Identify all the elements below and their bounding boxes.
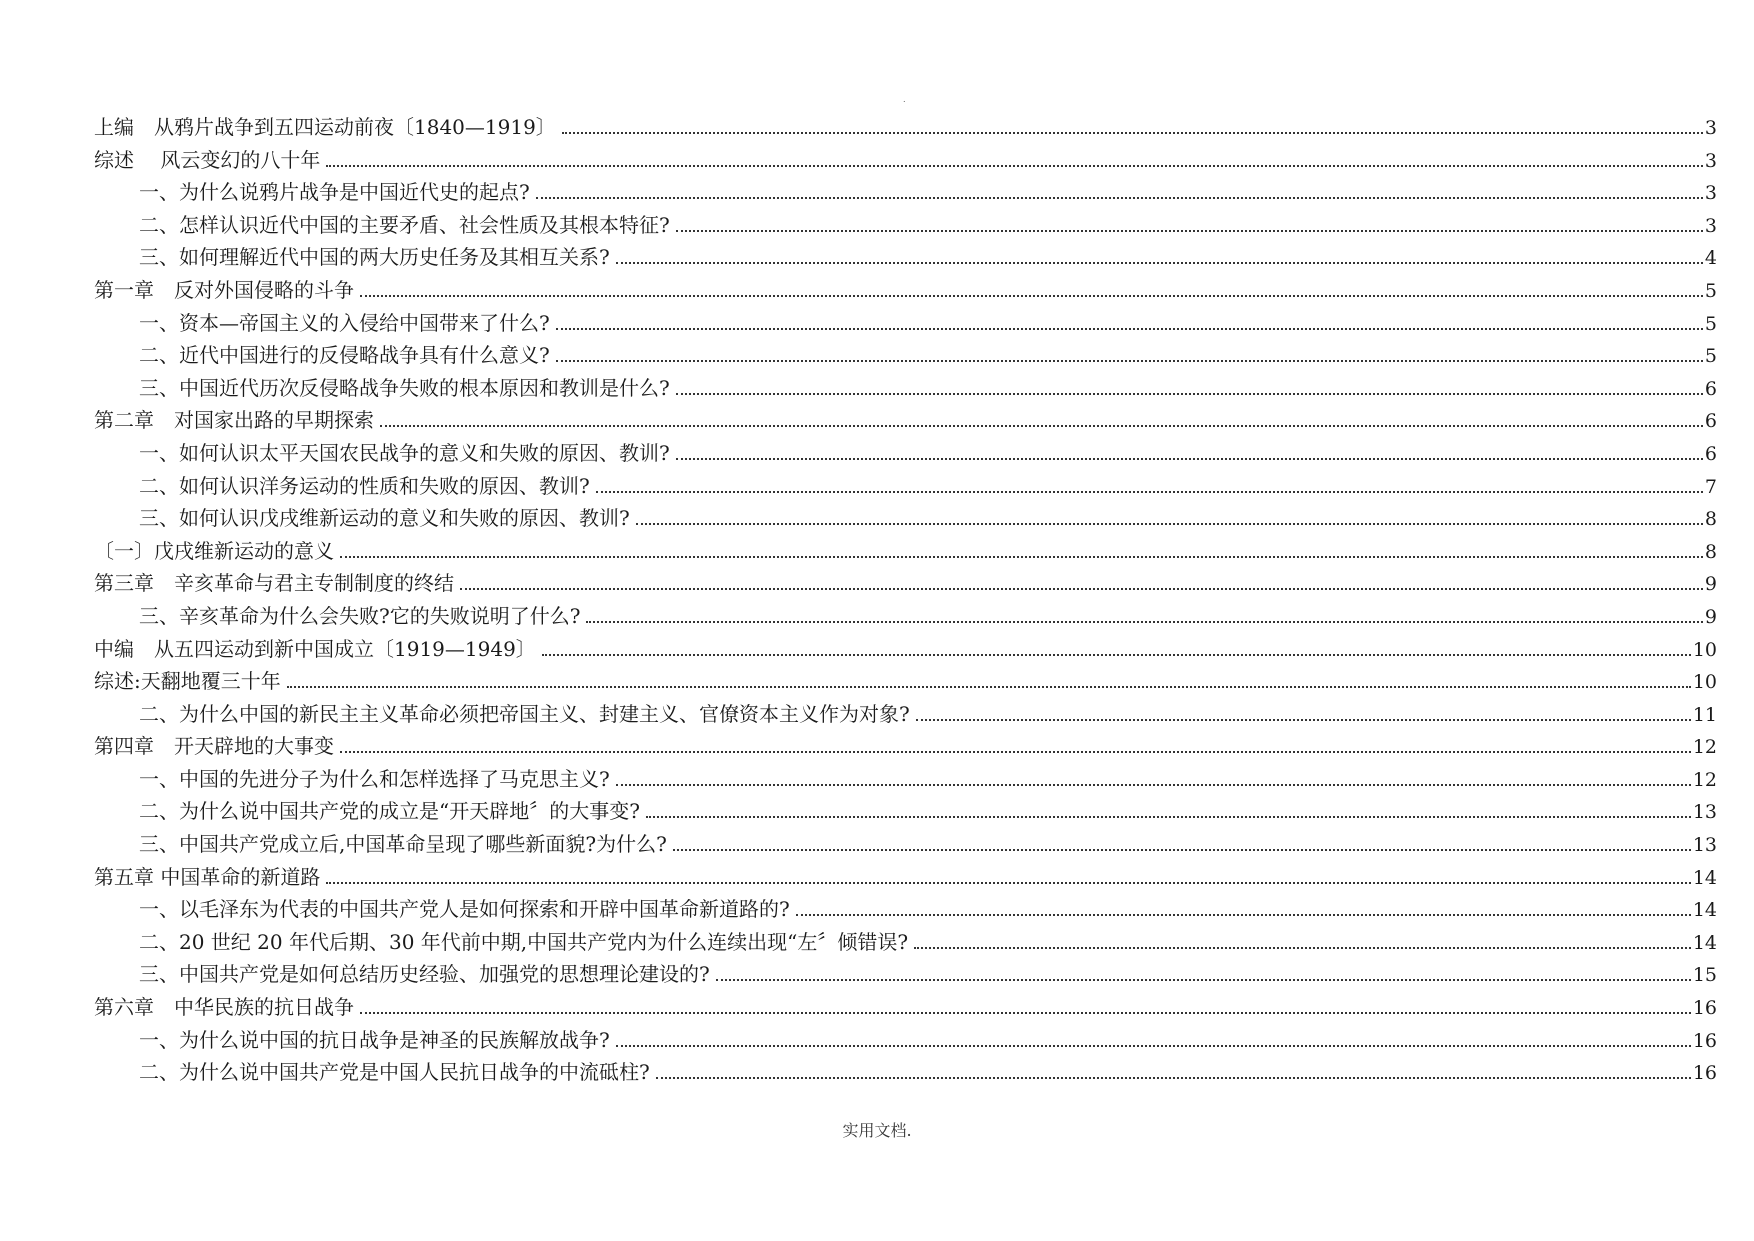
toc-entry-page-number: 14 (1692, 931, 1717, 954)
toc-dot-leader (460, 587, 1703, 590)
toc-entry-page-number: 10 (1692, 638, 1717, 661)
toc-dot-leader (287, 685, 1691, 688)
toc-dot-leader (586, 620, 1702, 623)
toc-dot-leader (542, 653, 1691, 656)
toc-entry-page-number: 6 (1704, 442, 1717, 465)
toc-entry-page-number: 13 (1692, 801, 1717, 824)
toc-entry-title: 二、如何认识洋务运动的性质和失败的原因、教训? (139, 473, 590, 498)
toc-entry-title: 一、以毛泽东为代表的中国共产党人是如何探索和开辟中国革命新道路的? (139, 897, 790, 922)
toc-entry-page-number: 7 (1704, 475, 1717, 498)
toc-entry-title: 上编 从鸦片战争到五四运动前夜〔1840—1919〕 (94, 115, 556, 139)
toc-entry[interactable] (94, 437, 1717, 470)
toc-entry-title: 三、中国近代历次反侵略战争失败的根本原因和教训是什么? (139, 375, 670, 400)
toc-entry[interactable] (94, 633, 1717, 666)
toc-entry-title: 第二章 对国家出路的早期探索 (94, 408, 374, 433)
toc-entry-page-number: 9 (1704, 573, 1717, 596)
toc-dot-leader (380, 424, 1703, 427)
toc-entry-page-number: 11 (1692, 703, 1717, 726)
toc-entry[interactable] (94, 535, 1717, 568)
toc-entry[interactable] (94, 926, 1717, 959)
toc-entry-title: 二、为什么说中国共产党的成立是“开天辟地〞的大事变? (139, 799, 640, 824)
toc-dot-leader (562, 131, 1703, 134)
toc-dot-leader (556, 359, 1703, 362)
toc-entry-page-number: 6 (1704, 377, 1717, 400)
toc-entry[interactable] (94, 763, 1717, 796)
toc-dot-leader (676, 229, 1703, 232)
table-of-contents (94, 111, 1717, 1089)
toc-entry-page-number: 9 (1704, 605, 1717, 628)
toc-entry-page-number: 14 (1692, 866, 1717, 889)
toc-dot-leader (676, 457, 1703, 460)
toc-entry[interactable] (94, 861, 1717, 894)
page-footer: 实用文档. (842, 1121, 912, 1140)
toc-entry[interactable] (94, 828, 1717, 861)
toc-entry[interactable] (94, 991, 1717, 1024)
toc-entry-title: 一、如何认识太平天国农民战争的意义和失败的原因、教训? (139, 440, 670, 465)
toc-entry-title: 第三章 辛亥革命与君主专制制度的终结 (94, 571, 454, 596)
toc-entry-page-number: 5 (1704, 345, 1717, 368)
toc-dot-leader (536, 196, 1703, 199)
toc-entry[interactable] (94, 567, 1717, 600)
toc-entry-page-number: 5 (1704, 279, 1717, 302)
toc-entry-page-number: 16 (1692, 1029, 1717, 1052)
toc-entry-title: 第六章 中华民族的抗日战争 (94, 995, 354, 1020)
toc-entry-page-number: 4 (1704, 247, 1717, 270)
toc-entry[interactable] (94, 307, 1717, 340)
toc-entry-title: 中编 从五四运动到新中国成立〔1919—1949〕 (94, 636, 536, 661)
toc-entry-page-number: 3 (1704, 149, 1717, 172)
toc-entry[interactable] (94, 698, 1717, 731)
toc-entry[interactable] (94, 600, 1717, 633)
toc-entry-title: 二、为什么说中国共产党是中国人民抗日战争的中流砥柱? (139, 1060, 650, 1085)
toc-dot-leader (340, 750, 1691, 753)
toc-dot-leader (616, 783, 1691, 786)
toc-entry[interactable] (94, 730, 1717, 763)
toc-entry[interactable] (94, 470, 1717, 503)
toc-entry-title: 一、资本—帝国主义的入侵给中国带来了什么? (139, 310, 550, 335)
toc-dot-leader (596, 490, 1703, 493)
toc-entry-title: 综述:天翻地覆三十年 (94, 669, 281, 694)
toc-entry-page-number: 16 (1692, 1062, 1717, 1085)
toc-entry-page-number: 6 (1704, 410, 1717, 433)
toc-entry[interactable] (94, 1056, 1717, 1089)
header-mark: . (903, 95, 906, 104)
toc-entry-page-number: 3 (1704, 117, 1717, 139)
toc-dot-leader (916, 718, 1691, 721)
toc-entry[interactable] (94, 339, 1717, 372)
toc-entry-title: 二、近代中国进行的反侵略战争具有什么意义? (139, 343, 550, 368)
toc-entry-title: 二、20 世纪 20 年代后期、30 年代前中期,中国共产党内为什么连续出现“左〞倾错误? (139, 929, 909, 954)
toc-entry-title: 三、如何理解近代中国的两大历史任务及其相互关系? (139, 245, 610, 270)
toc-entry[interactable] (94, 958, 1717, 991)
toc-entry-page-number: 13 (1692, 834, 1717, 857)
toc-entry-title: 三、中国共产党是如何总结历史经验、加强党的思想理论建设的? (139, 962, 710, 987)
toc-entry[interactable] (94, 665, 1717, 698)
toc-entry-title: 二、怎样认识近代中国的主要矛盾、社会性质及其根本特征? (139, 212, 670, 237)
toc-entry-page-number: 3 (1704, 182, 1717, 205)
toc-entry-page-number: 3 (1704, 214, 1717, 237)
toc-entry-title: 三、辛亥革命为什么会失败?它的失败说明了什么? (139, 603, 581, 628)
toc-entry-page-number: 8 (1704, 508, 1717, 531)
toc-entry[interactable] (94, 502, 1717, 535)
toc-dot-leader (616, 261, 1703, 264)
toc-entry-title: 第四章 开天辟地的大事变 (94, 734, 334, 759)
toc-entry[interactable] (94, 144, 1717, 177)
toc-dot-leader (656, 1076, 1691, 1079)
toc-entry-title: 第一章 反对外国侵略的斗争 (94, 277, 354, 302)
toc-entry-page-number: 15 (1692, 964, 1717, 987)
toc-dot-leader (646, 815, 1691, 818)
toc-entry[interactable] (94, 111, 1717, 144)
toc-entry-title: 一、为什么说中国的抗日战争是神圣的民族解放战争? (139, 1027, 610, 1052)
toc-entry-title: 第五章 中国革命的新道路 (94, 864, 321, 889)
toc-entry[interactable] (94, 404, 1717, 437)
toc-entry-title: 一、为什么说鸦片战争是中国近代史的起点? (139, 180, 530, 205)
toc-entry-page-number: 8 (1704, 540, 1717, 563)
toc-entry-title: 综述 风云变幻的八十年 (94, 147, 321, 172)
toc-dot-leader (340, 555, 1703, 558)
toc-dot-leader (716, 978, 1691, 981)
toc-entry-page-number: 10 (1692, 671, 1717, 694)
toc-entry-page-number: 16 (1692, 997, 1717, 1020)
toc-dot-leader (673, 848, 1691, 851)
toc-dot-leader (914, 946, 1691, 949)
toc-entry[interactable] (94, 241, 1717, 274)
toc-dot-leader (360, 294, 1703, 297)
toc-entry-page-number: 14 (1692, 899, 1717, 922)
toc-entry[interactable] (94, 893, 1717, 926)
toc-entry-title: 三、如何认识戊戌维新运动的意义和失败的原因、教训? (139, 506, 630, 531)
toc-entry[interactable] (94, 176, 1717, 209)
toc-entry-title: 〔一〕戊戌维新运动的意义 (94, 538, 334, 563)
toc-dot-leader (326, 881, 1690, 884)
toc-dot-leader (616, 1044, 1691, 1047)
toc-entry[interactable] (94, 274, 1717, 307)
toc-dot-leader (796, 913, 1691, 916)
toc-entry-title: 三、中国共产党成立后,中国革命呈现了哪些新面貌?为什么? (139, 832, 667, 857)
toc-entry[interactable] (94, 1024, 1717, 1057)
toc-entry[interactable] (94, 795, 1717, 828)
toc-entry-title: 一、中国的先进分子为什么和怎样选择了马克思主义? (139, 766, 610, 791)
toc-entry-page-number: 12 (1692, 768, 1717, 791)
toc-entry-title: 二、为什么中国的新民主主义革命必须把帝国主义、封建主义、官僚资本主义作为对象? (139, 701, 910, 726)
toc-entry[interactable] (94, 372, 1717, 405)
toc-entry-page-number: 12 (1692, 736, 1717, 759)
toc-entry-page-number: 5 (1704, 312, 1717, 335)
toc-dot-leader (326, 164, 1703, 167)
toc-dot-leader (676, 392, 1703, 395)
toc-dot-leader (636, 522, 1703, 525)
toc-dot-leader (556, 327, 1703, 330)
toc-dot-leader (360, 1011, 1691, 1014)
toc-entry[interactable] (94, 209, 1717, 242)
